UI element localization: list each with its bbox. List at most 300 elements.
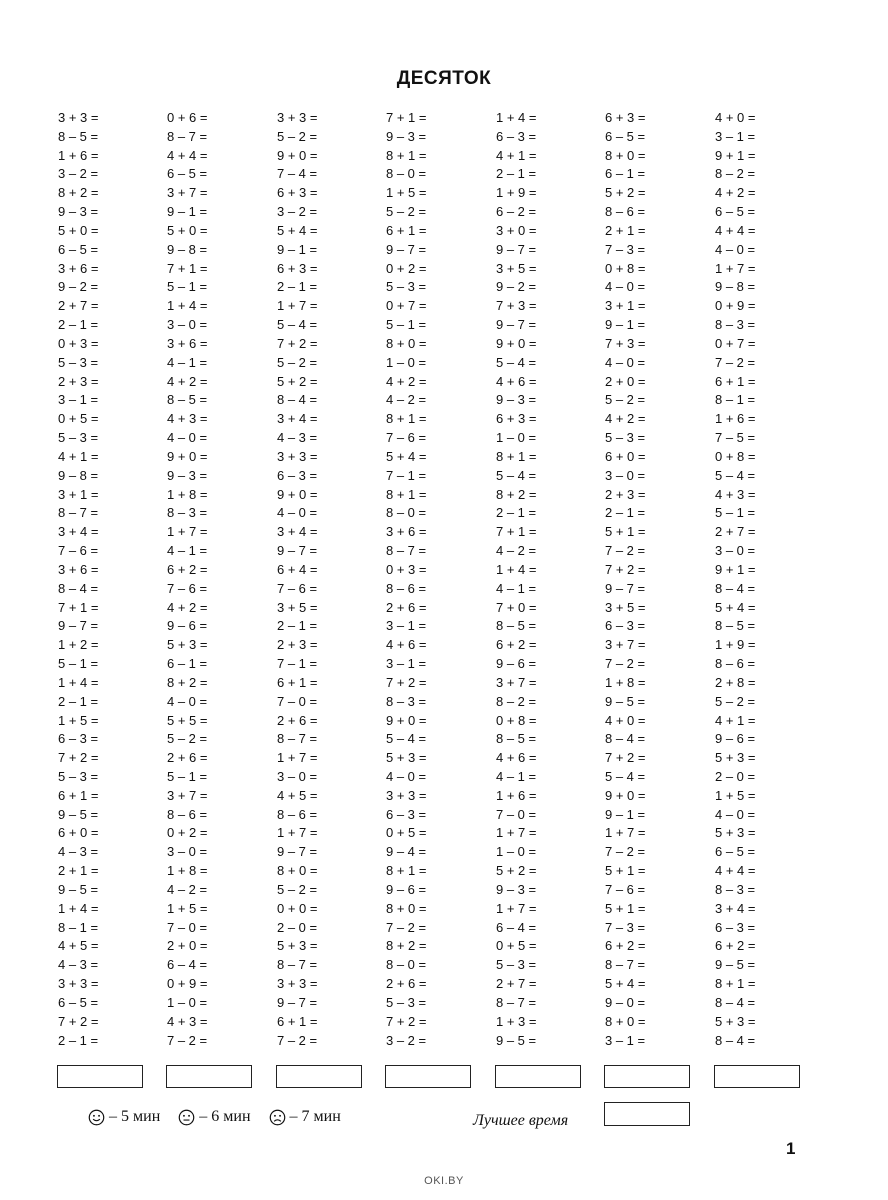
exercise: 1 + 7 = [496, 900, 537, 916]
exercise: 3 + 7 = [496, 674, 537, 690]
exercise: 1 + 7 = [277, 750, 318, 766]
exercise: 6 – 3 = [277, 467, 318, 483]
exercise: 4 – 2 = [167, 881, 208, 897]
answer-box-column-6[interactable] [604, 1065, 690, 1088]
exercise: 5 + 3 = [715, 825, 756, 841]
exercise: 3 – 0 = [167, 844, 208, 860]
exercise: 5 – 3 = [58, 430, 99, 446]
exercise: 2 + 1 = [605, 222, 646, 238]
exercise: 8 – 2 = [715, 166, 756, 182]
exercise: 8 – 5 = [58, 128, 99, 144]
page-title: ДЕСЯТОК [396, 68, 492, 89]
exercise: 9 – 5 = [58, 881, 99, 897]
exercise: 2 + 7 = [496, 976, 537, 992]
exercise: 1 + 7 = [277, 825, 318, 841]
exercise: 4 + 2 = [605, 411, 646, 427]
exercise: 1 + 8 = [167, 486, 208, 502]
exercise: 9 – 1 = [605, 317, 646, 333]
answer-box-column-7[interactable] [714, 1065, 800, 1088]
exercise: 7 + 2 = [605, 561, 646, 577]
exercise: 5 + 2 = [496, 863, 537, 879]
exercise: 1 + 7 = [496, 825, 537, 841]
exercise: 5 + 4 = [605, 976, 646, 992]
exercise: 5 + 3 = [167, 637, 208, 653]
exercise: 4 + 2 = [386, 373, 427, 389]
exercise-grid [0, 109, 888, 1051]
exercise: 2 + 8 = [715, 674, 756, 690]
legend-item-5-min [88, 1108, 160, 1126]
best-time-label: Лучшее время [473, 1112, 569, 1129]
exercise: 0 + 8 = [715, 448, 756, 464]
exercise: 8 – 6 = [715, 656, 756, 672]
exercise: 7 + 2 = [58, 750, 99, 766]
exercise: 3 + 3 = [58, 110, 99, 125]
exercise: 1 + 7 = [167, 524, 208, 540]
exercise: 6 – 3 = [715, 919, 756, 935]
exercise: 9 – 2 = [496, 279, 537, 295]
exercise: 3 + 6 = [167, 335, 208, 351]
exercise: 5 – 1 = [167, 768, 208, 784]
exercise: 6 – 5 = [167, 166, 208, 182]
exercise: 4 – 1 = [496, 580, 537, 596]
exercise: 7 – 2 = [167, 1032, 208, 1048]
exercise: 7 – 3 = [605, 919, 646, 935]
exercise: 4 + 2 = [167, 599, 208, 615]
exercise: 8 – 2 = [496, 693, 537, 709]
exercise: 7 – 2 = [605, 543, 646, 559]
exercise: 8 – 1 = [715, 392, 756, 408]
exercise: 3 + 3 = [277, 110, 318, 125]
exercise: 0 + 9 = [715, 298, 756, 314]
exercise: 8 – 7 = [496, 994, 537, 1010]
exercise: 6 – 5 = [715, 844, 756, 860]
exercise-column-6 [605, 109, 705, 1050]
exercise: 0 + 2 = [167, 825, 208, 841]
exercise: 4 + 2 = [715, 185, 756, 201]
exercise: 5 – 3 = [58, 768, 99, 784]
exercise: 4 – 0 = [605, 279, 646, 295]
exercise: 6 – 2 = [496, 204, 537, 220]
exercise: 2 – 1 = [277, 279, 318, 295]
exercise: 1 + 5 = [167, 900, 208, 916]
exercise: 7 – 0 = [496, 806, 537, 822]
exercise: 4 – 2 = [386, 392, 427, 408]
exercise: 8 + 0 = [605, 1013, 646, 1029]
exercise: 4 + 3 = [167, 1013, 208, 1029]
exercise: 3 – 1 = [386, 618, 427, 634]
exercise: 4 + 4 = [715, 863, 756, 879]
answer-box-column-5[interactable] [495, 1065, 581, 1088]
exercise-column-5 [496, 109, 596, 1050]
exercise: 5 – 2 = [277, 354, 318, 370]
exercise: 6 + 1 = [277, 1013, 318, 1029]
exercise: 7 + 3 = [496, 298, 537, 314]
exercise: 8 + 2 = [496, 486, 537, 502]
exercise: 0 + 5 = [496, 938, 537, 954]
exercise: 5 – 2 = [167, 731, 208, 747]
exercise: 0 + 7 = [715, 335, 756, 351]
exercise: 5 + 3 = [386, 750, 427, 766]
exercise: 3 – 0 = [605, 467, 646, 483]
exercise: 3 + 3 = [386, 787, 427, 803]
exercise: 3 + 1 = [605, 298, 646, 314]
sad-face-icon [269, 1109, 286, 1126]
exercise: 1 + 9 = [715, 637, 756, 653]
exercise: 2 + 6 = [167, 750, 208, 766]
exercise: 5 – 3 = [386, 994, 427, 1010]
exercise: 1 + 7 = [277, 298, 318, 314]
exercise: 8 – 4 = [605, 731, 646, 747]
exercise: 5 – 2 = [715, 693, 756, 709]
exercise: 8 + 1 = [715, 976, 756, 992]
neutral-face-icon [178, 1109, 195, 1126]
exercise: 6 + 3 = [605, 110, 646, 125]
exercise: 3 – 0 = [167, 317, 208, 333]
exercise: 3 – 0 = [277, 768, 318, 784]
exercise: 2 + 6 = [386, 599, 427, 615]
exercise: 1 + 4 = [496, 561, 537, 577]
exercise: 2 – 1 = [277, 618, 318, 634]
exercise: 0 + 3 = [386, 561, 427, 577]
exercise: 4 – 0 = [277, 505, 318, 521]
exercise: 7 + 2 = [386, 1013, 427, 1029]
exercise: 4 – 0 = [715, 241, 756, 257]
exercise: 3 + 5 = [277, 599, 318, 615]
exercise: 6 – 3 = [496, 128, 537, 144]
exercise: 3 + 4 = [277, 524, 318, 540]
exercise: 8 – 3 = [167, 505, 208, 521]
exercise: 8 + 1 = [386, 147, 427, 163]
exercise: 2 + 7 = [58, 298, 99, 314]
exercise: 3 + 5 = [496, 260, 537, 276]
exercise: 9 + 0 = [277, 486, 318, 502]
exercise: 5 – 3 = [386, 279, 427, 295]
exercise: 8 + 1 = [386, 411, 427, 427]
exercise: 7 – 3 = [605, 241, 646, 257]
exercise: 1 – 0 = [496, 430, 537, 446]
exercise: 9 + 0 = [496, 335, 537, 351]
exercise: 5 – 1 = [386, 317, 427, 333]
exercise: 9 – 7 = [386, 241, 427, 257]
exercise: 5 – 1 = [167, 279, 208, 295]
exercise: 4 + 2 = [167, 373, 208, 389]
exercise: 2 – 0 = [277, 919, 318, 935]
exercise: 7 + 2 = [386, 674, 427, 690]
exercise: 4 – 1 = [167, 543, 208, 559]
exercise: 0 + 5 = [386, 825, 427, 841]
legend-item-6-min [178, 1108, 250, 1126]
exercise: 1 + 8 = [167, 863, 208, 879]
time-legend [88, 1108, 359, 1126]
exercise: 0 + 8 = [496, 712, 537, 728]
exercise: 3 + 6 = [58, 260, 99, 276]
legend-item-7-min [269, 1108, 341, 1126]
exercise: 5 + 3 = [277, 938, 318, 954]
exercise: 8 – 0 = [386, 957, 427, 973]
exercise: 8 + 0 = [386, 335, 427, 351]
exercise: 7 – 6 = [386, 430, 427, 446]
exercise: 9 – 1 = [277, 241, 318, 257]
exercise: 8 – 3 = [715, 317, 756, 333]
exercise: 7 – 2 = [605, 656, 646, 672]
exercise: 4 – 3 = [58, 957, 99, 973]
answer-box-column-4[interactable] [385, 1065, 471, 1088]
exercise: 6 + 3 = [277, 260, 318, 276]
exercise: 7 – 5 = [715, 430, 756, 446]
exercise-column-4 [386, 109, 486, 1050]
exercise: 9 – 6 = [715, 731, 756, 747]
exercise: 7 + 0 = [496, 599, 537, 615]
exercise: 3 + 5 = [605, 599, 646, 615]
exercise: 8 – 6 = [167, 806, 208, 822]
answer-box-column-3[interactable] [276, 1065, 362, 1088]
exercise: 8 + 2 = [58, 185, 99, 201]
exercise: 6 + 2 = [496, 637, 537, 653]
exercise: 3 + 7 = [167, 787, 208, 803]
exercise: 0 + 2 = [386, 260, 427, 276]
exercise: 2 – 1 = [58, 317, 99, 333]
exercise: 9 – 3 = [496, 881, 537, 897]
exercise: 8 – 3 = [386, 693, 427, 709]
exercise: 9 + 0 = [605, 787, 646, 803]
exercise: 2 – 1 = [58, 1032, 99, 1048]
exercise: 1 + 4 = [58, 674, 99, 690]
exercise: 9 – 8 = [167, 241, 208, 257]
exercise: 5 – 4 = [496, 467, 537, 483]
exercise: 7 – 6 = [58, 543, 99, 559]
exercise: 1 + 9 = [496, 185, 537, 201]
exercise: 5 + 3 = [715, 750, 756, 766]
exercise: 6 + 1 = [386, 222, 427, 238]
exercise: 6 + 3 = [496, 411, 537, 427]
exercise: 5 – 2 = [277, 128, 318, 144]
exercise: 9 – 0 = [605, 994, 646, 1010]
exercise: 9 – 7 = [277, 844, 318, 860]
exercise: 9 – 6 = [167, 618, 208, 634]
exercise: 2 + 3 = [605, 486, 646, 502]
exercise: 8 – 6 = [277, 806, 318, 822]
exercise: 6 – 3 = [605, 618, 646, 634]
exercise: 0 + 9 = [167, 976, 208, 992]
exercise: 4 + 1 = [496, 147, 537, 163]
exercise: 5 – 4 = [715, 467, 756, 483]
exercise: 8 – 0 = [386, 505, 427, 521]
exercise: 2 + 6 = [386, 976, 427, 992]
exercise: 7 + 2 = [277, 335, 318, 351]
exercise: 5 + 4 = [277, 222, 318, 238]
exercise: 5 – 2 = [605, 392, 646, 408]
exercise: 1 + 4 = [58, 900, 99, 916]
exercise: 3 + 4 = [277, 411, 318, 427]
exercise: 7 + 1 = [496, 524, 537, 540]
answer-box-column-2[interactable] [166, 1065, 252, 1088]
exercise: 8 + 1 = [496, 448, 537, 464]
exercise: 5 – 1 = [58, 656, 99, 672]
exercise: 1 + 6 = [496, 787, 537, 803]
exercise: 4 – 0 = [605, 354, 646, 370]
exercise: 4 + 1 = [58, 448, 99, 464]
exercise: 9 + 0 = [386, 712, 427, 728]
exercise: 7 + 1 = [58, 599, 99, 615]
exercise: 8 – 5 = [167, 392, 208, 408]
exercise: 5 + 2 = [605, 185, 646, 201]
exercise: 5 – 4 = [386, 731, 427, 747]
exercise: 6 – 1 = [167, 656, 208, 672]
exercise: 3 + 1 = [58, 486, 99, 502]
exercise: 3 + 4 = [715, 900, 756, 916]
exercise: 8 – 6 = [386, 580, 427, 596]
exercise: 3 – 1 = [715, 128, 756, 144]
exercise: 7 – 1 = [277, 656, 318, 672]
exercise: 7 + 2 = [605, 750, 646, 766]
exercise: 9 – 8 = [715, 279, 756, 295]
exercise: 5 + 0 = [58, 222, 99, 238]
exercise: 8 – 5 = [496, 731, 537, 747]
exercise: 1 – 0 = [167, 994, 208, 1010]
exercise: 1 + 3 = [496, 1013, 537, 1029]
exercise: 9 – 7 = [277, 543, 318, 559]
exercise: 6 + 1 = [277, 674, 318, 690]
exercise: 7 + 1 = [167, 260, 208, 276]
answer-box-column-1[interactable] [57, 1065, 143, 1088]
exercise: 3 – 2 = [58, 166, 99, 182]
exercise: 1 – 0 = [496, 844, 537, 860]
exercise: 3 – 0 = [715, 543, 756, 559]
exercise: 6 – 5 = [58, 994, 99, 1010]
exercise: 3 – 1 = [605, 1032, 646, 1048]
exercise: 7 – 1 = [386, 467, 427, 483]
exercise: 2 + 1 = [58, 863, 99, 879]
exercise: 1 + 4 = [496, 110, 537, 125]
exercise: 7 + 2 = [58, 1013, 99, 1029]
exercise: 4 + 6 = [496, 373, 537, 389]
exercise: 3 + 0 = [496, 222, 537, 238]
exercise: 5 – 3 = [58, 354, 99, 370]
exercise: 4 + 6 = [386, 637, 427, 653]
exercise: 3 – 1 = [386, 656, 427, 672]
exercise: 8 – 4 = [277, 392, 318, 408]
exercise: 1 + 6 = [715, 411, 756, 427]
exercise: 7 – 6 = [167, 580, 208, 596]
exercise: 2 + 6 = [277, 712, 318, 728]
exercise: 8 – 4 = [715, 1032, 756, 1048]
exercise: 5 – 4 = [496, 354, 537, 370]
exercise: 9 + 1 = [715, 147, 756, 163]
exercise: 9 – 4 = [386, 844, 427, 860]
exercise: 8 – 7 = [167, 128, 208, 144]
legend-label-5-min: – 5 мин [109, 1108, 161, 1125]
exercise: 3 + 6 = [58, 561, 99, 577]
exercise: 3 – 2 = [386, 1032, 427, 1048]
exercise: 7 + 1 = [386, 110, 427, 125]
legend-label-7-min: – 7 мин [289, 1108, 341, 1125]
exercise-column-7 [715, 109, 815, 1050]
exercise: 0 + 0 = [277, 900, 318, 916]
exercise: 4 + 4 = [167, 147, 208, 163]
exercise: 4 – 0 = [715, 806, 756, 822]
exercise: 8 – 4 = [715, 994, 756, 1010]
exercise: 4 – 3 = [277, 430, 318, 446]
exercise: 4 – 2 = [496, 543, 537, 559]
exercise: 6 + 2 = [605, 938, 646, 954]
exercise: 5 – 1 = [715, 505, 756, 521]
exercise: 7 – 2 = [605, 844, 646, 860]
exercise: 1 – 0 = [386, 354, 427, 370]
exercise: 2 – 1 = [58, 693, 99, 709]
exercise: 9 – 1 = [605, 806, 646, 822]
exercise: 3 + 6 = [386, 524, 427, 540]
exercise: 8 – 4 = [715, 580, 756, 596]
exercise: 6 – 5 = [58, 241, 99, 257]
exercise: 0 + 7 = [386, 298, 427, 314]
exercise: 4 + 3 = [167, 411, 208, 427]
exercise: 8 – 7 = [58, 505, 99, 521]
exercise: 2 + 3 = [58, 373, 99, 389]
exercise: 5 + 2 = [277, 373, 318, 389]
exercise: 9 – 5 = [496, 1032, 537, 1048]
exercise: 1 + 7 = [715, 260, 756, 276]
exercise: 6 + 2 = [715, 938, 756, 954]
exercise: 6 – 1 = [605, 166, 646, 182]
exercise: 4 – 1 = [496, 768, 537, 784]
exercise: 9 + 0 = [277, 147, 318, 163]
exercise: 3 + 7 = [167, 185, 208, 201]
exercise: 6 + 1 = [715, 373, 756, 389]
exercise: 8 + 0 = [605, 147, 646, 163]
exercise: 6 – 5 = [715, 204, 756, 220]
exercise: 7 – 6 = [605, 881, 646, 897]
exercise: 9 – 2 = [58, 279, 99, 295]
exercise: 1 + 4 = [167, 298, 208, 314]
exercise: 8 + 1 = [386, 863, 427, 879]
exercise: 1 + 5 = [58, 712, 99, 728]
smile-icon [88, 1109, 105, 1126]
exercise: 4 + 6 = [496, 750, 537, 766]
exercise: 3 + 7 = [605, 637, 646, 653]
exercise: 8 + 1 = [386, 486, 427, 502]
exercise: 5 + 4 = [386, 448, 427, 464]
exercise: 9 – 3 = [58, 204, 99, 220]
exercise: 9 – 7 = [58, 618, 99, 634]
exercise: 6 + 0 = [58, 825, 99, 841]
exercise: 2 – 0 = [715, 768, 756, 784]
exercise: 8 + 0 = [277, 863, 318, 879]
exercise: 5 + 3 = [715, 1013, 756, 1029]
exercise: 7 – 2 = [386, 919, 427, 935]
exercise: 5 + 1 = [605, 863, 646, 879]
exercise: 2 + 0 = [167, 938, 208, 954]
exercise: 4 + 5 = [58, 938, 99, 954]
exercise: 6 + 0 = [605, 448, 646, 464]
exercise: 7 – 0 = [167, 919, 208, 935]
exercise: 6 – 4 = [167, 957, 208, 973]
exercise: 8 + 0 = [386, 900, 427, 916]
exercise: 9 – 5 = [605, 693, 646, 709]
exercise: 0 + 6 = [167, 110, 208, 125]
exercise: 4 – 0 = [167, 693, 208, 709]
exercise: 2 – 1 = [605, 505, 646, 521]
exercise: 9 – 5 = [715, 957, 756, 973]
exercise: 6 + 4 = [277, 561, 318, 577]
exercise: 8 – 7 = [277, 731, 318, 747]
best-time-box[interactable] [604, 1102, 690, 1126]
exercise: 9 + 0 = [167, 448, 208, 464]
exercise: 5 – 3 = [605, 430, 646, 446]
exercise: 1 + 6 = [58, 147, 99, 163]
exercise: 5 – 4 = [605, 768, 646, 784]
exercise: 1 + 5 = [715, 787, 756, 803]
exercise: 7 – 0 = [277, 693, 318, 709]
